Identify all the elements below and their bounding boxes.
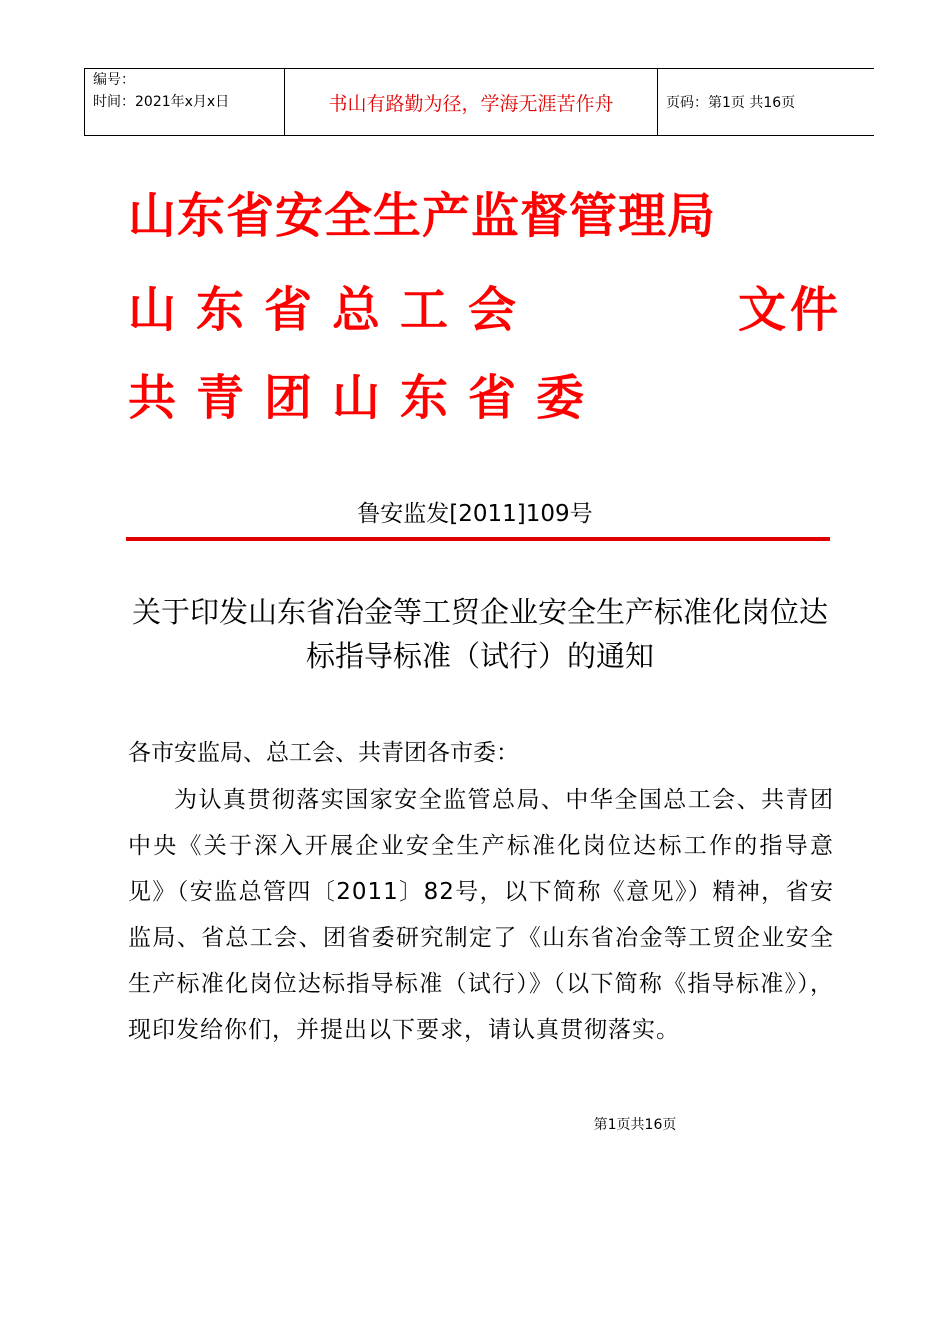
motto: 书山有路勤为径，学海无涯苦作舟	[285, 69, 658, 135]
doc-number: 鲁安监发[2011]109号	[357, 501, 593, 527]
header-table	[84, 68, 874, 136]
page-number: 第1页共16页	[593, 1117, 677, 1133]
masthead-line-2: 山东省总工会	[128, 282, 537, 338]
body-paragraph: 为认真贯彻落实国家安全监管总局、中华全国总工会、共青团中央《关于深入开展企业安全生产标准化岗位达标工作的指导意见》（安监总管四〔2011〕82号，以下简称《意见》）精神，省安监局、省总工会、团省委研究制定了《山东省冶金等工贸企业安全生产标准化岗位达标指导标准（试行）》（以下简称《指导标准》），现印发给你们，并提出以下要求，请认真贯彻落实。	[128, 787, 834, 1043]
masthead-suffix: 文件	[738, 282, 843, 338]
document-title: 关于印发山东省冶金等工贸企业安全生产标准化岗位达标指导标准（试行）的通知	[131, 595, 828, 673]
salutation: 各市安监局、总工会、共青团各市委：	[128, 740, 519, 766]
red-divider	[126, 537, 830, 541]
time-label: 时间：2021年x月x日	[93, 94, 230, 110]
masthead-line-1: 山东省安全生产监督管理局	[128, 188, 717, 244]
number-label: 编号：	[93, 72, 135, 88]
masthead-line-3: 共青团山东省委	[128, 370, 605, 426]
page-info: 页码：第1页 共16页	[666, 95, 796, 111]
header-left-cell	[84, 69, 285, 135]
